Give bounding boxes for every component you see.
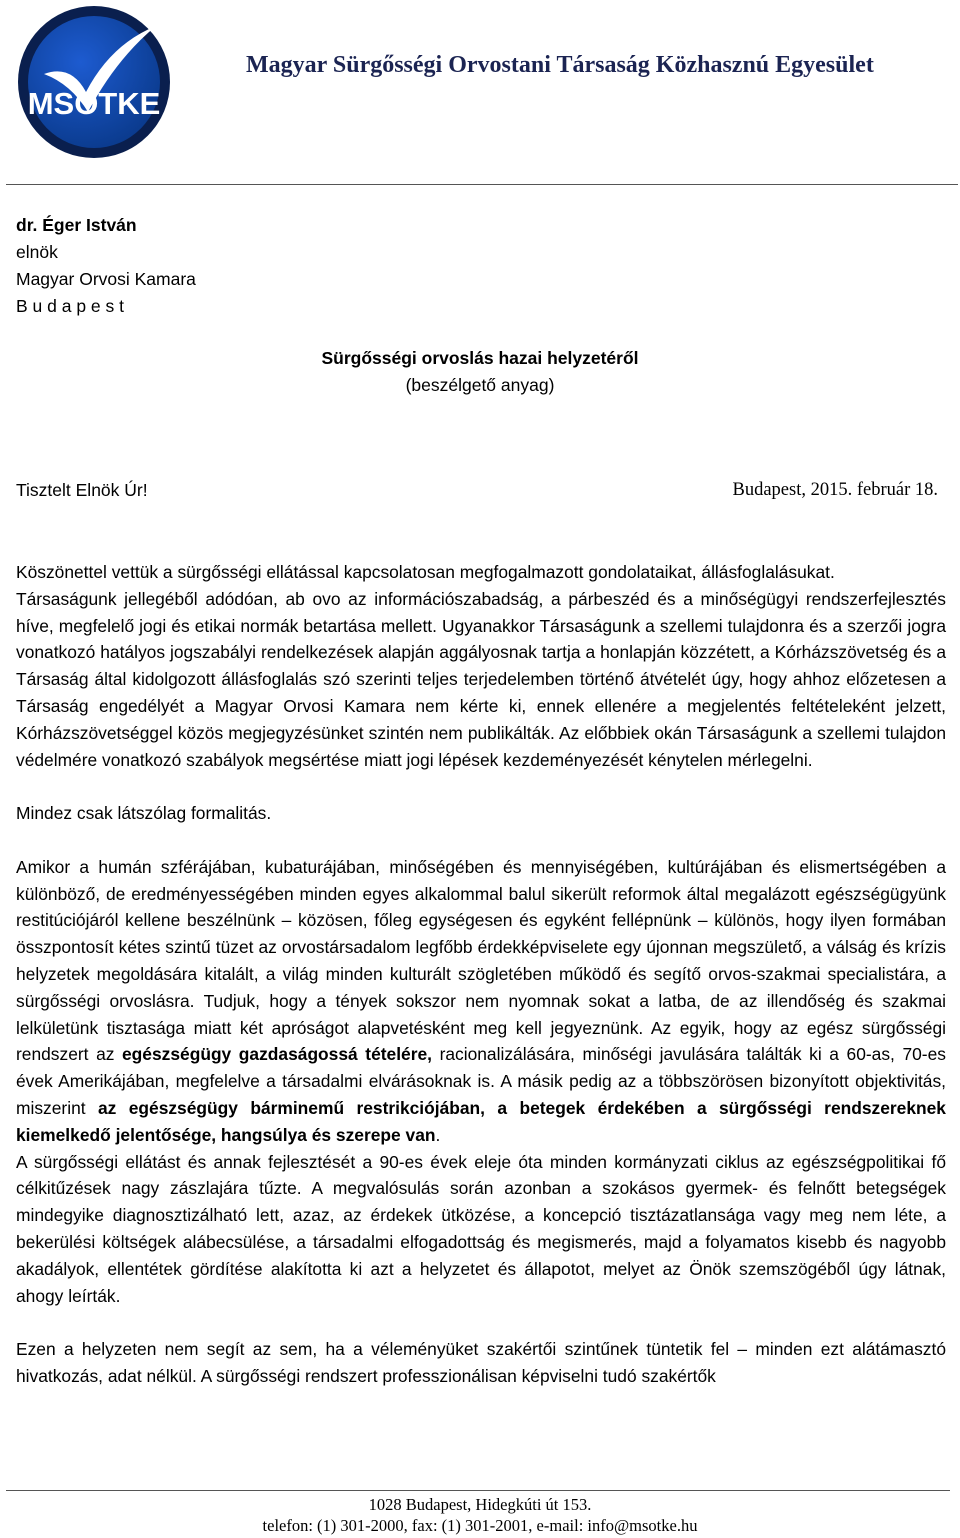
- organization-logo: [16, 4, 172, 160]
- paragraph-acknowledgement: Köszönettel vettük a sürgősségi ellátással kapcsolatosan megfogalmazott gondolataikat, állásfoglalásukat.: [16, 562, 835, 582]
- salutation-row: [16, 480, 938, 501]
- footer-contact: telefon: (1) 301-2000, fax: (1) 301-2001, e-mail: info@msotke.hu: [262, 1516, 698, 1535]
- subject-title: Sürgősségi orvoslás hazai helyzetéről: [321, 348, 639, 368]
- paragraph-experts: Ezen a helyzeten nem segít az sem, ha a véleményüket szakértői szintűnek tüntetik fel – minden ezt alátámasztó hivatkozás, adat nélkül. A sürgősségi rendszert professzionálisan képviselni tudó szakértők: [16, 1339, 946, 1386]
- letter-body: [16, 559, 946, 1390]
- paragraph-reform-emphasis-2: az egészségügy bárminemű restrikciójában, a betegek érdekében a sürgősségi rendszereknek kiemelkedő jelentősége, hangsúlya és szerepe van: [16, 1097, 946, 1145]
- recipient-position: elnök: [16, 242, 58, 262]
- recipient-block: [16, 212, 196, 320]
- letter-date: Budapest, 2015. február 18.: [732, 480, 938, 500]
- subject-block: [0, 345, 960, 399]
- recipient-name: dr. Éger István: [16, 215, 137, 235]
- paragraph-copyright: Társaságunk jellegéből adódóan, ab ovo az információszabadság, a párbeszéd és a minőségügyi rendszerfejlesztés híve, megfelelő jogi és etikai normák betartása mellett. Ugyanakkor Társaságunk a szellemi tulajdonra és a szerzői jogra vonatkozó hatályos jogszabályi rendelkezések alapján aggályosnak tartja a honlapján közzétett, a Kórházszövetség és a Társaság által kidolgozott állásfoglalás szó szerinti teljes terjedelemben történő átvételét úgy, hogy ahhoz előzetesen a Társaság engedélyét a Magyar Orvosi Kamara nem kérte ki, ennek ellenére a megjelentés feltételeként jelzett, Kórházszövetséggel közös megjegyzésünket szintén nem publikálták. Az előbbiek okán Társaságunk a szellemi tulajdon védelmére vonatkozó szabályok megsértése miatt jogi lépések kezdeményezését kénytelen mérlegelni.: [16, 588, 946, 770]
- paragraph-reform-text-2: racionalizálására, minőségi javulására találták ki a 60-as, 70-es évek Amerikájában, megfelelve a társadalmi elvárásoknak is. A másik pedig az a többszörösen bizonyított objektivitás, miszerint: [16, 1044, 946, 1118]
- recipient-city: B u d a p e s t: [16, 296, 124, 316]
- header-divider: [6, 184, 958, 185]
- salutation: Tisztelt Elnök Úr!: [16, 480, 148, 500]
- subject-subtitle: (beszélgető anyag): [405, 375, 555, 395]
- paragraph-formality: Mindez csak látszólag formalitás.: [16, 803, 272, 824]
- organization-name: Magyar Sürgősségi Orvostani Társaság Közhasznú Egyesület: [246, 52, 874, 78]
- paragraph-reform-text-3: .: [435, 1124, 441, 1145]
- paragraph-reform-text-1: Amikor a humán szférájában, kubaturájában, minőségében és mennyiségében, kultúrájában és elismertségében a különböző, de eredményességében minden egyes alkalommal balul sikerült reformok által megalázott egészségügyünk restitúciójáról kellene beszélnünk – közösen, főleg egységesen és egyként fellépnünk – különös, hogy ilyen formában összpontosít kétes szintű tüzet az orvostársadalom legfőbb érdekképviselete egy újonnan megszülető, a válság és krízis helyzetek megoldására kitalált, a világ minden kulturált szögletében működő és segítő orvos-szakmai specialistára, a sürgősségi orvoslásra. Tudjuk, hogy a tények sokszor nem nyomnak sokat a latba, de az illendőség és szakmai lelkületünk tisztasága miatt két apróságot alapvetésként meg kell jegyeznünk. Az egyik, hogy az egész sürgősségi rendszert az: [16, 856, 946, 1065]
- paragraph-reform: [16, 854, 946, 1149]
- logo-text: MSOTKE: [27, 86, 161, 121]
- footer: [0, 1494, 960, 1536]
- footer-address: 1028 Budapest, Hidegkúti út 153.: [368, 1495, 592, 1514]
- paragraph-reform-emphasis-1: egészségügy gazdaságossá tételére,: [122, 1044, 432, 1065]
- recipient-institution: Magyar Orvosi Kamara: [16, 269, 196, 289]
- paragraph-development: A sürgősségi ellátást és annak fejlesztését a 90-es évek eleje óta minden kormányzati ciklus az egészségpolitikai fő célkitűzések nagy zászlajára tűzte. A megvalósulás során azonban a szokásos gyermek- és felnőtt betegségek mindegyike diagnosztizálható lett, azaz, az érdekek ütközése, a koncepció tisztázatlansága vagy meg nem léte, a bekerülési költségek alábecsülése, a társadalmi elfogadottság és megismerés, majd a folyamatos kisebb és nagyobb akadályok, ellentétek gördítése alakította ki azt a helyzetet és állapotot, melyet az Önök szemszögéből úgy látnak, ahogy leírták.: [16, 1151, 946, 1306]
- footer-divider: [6, 1490, 950, 1491]
